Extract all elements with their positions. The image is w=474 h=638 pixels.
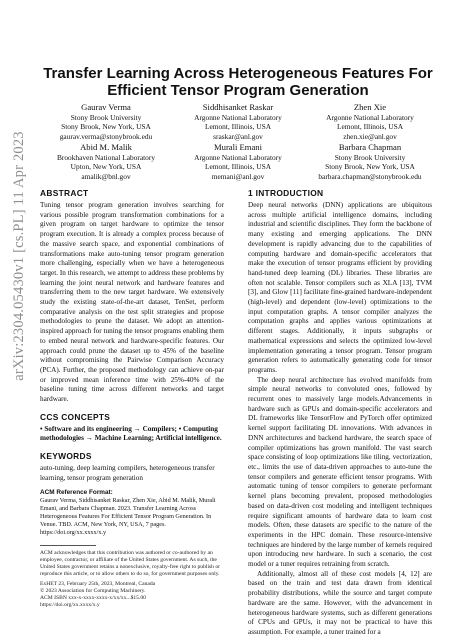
author-location: Stony Brook, New York, USA <box>61 122 151 132</box>
footnote-text: ACM acknowledges that this contribution was authored or co-authored by an employee, contractor, or affiliate of the United States government. As such, the United States government retains a nonexclusive, royalty-free right to publish or reproduce this article, or to allow others to do so, for government purposes only. <box>40 550 221 578</box>
author-location: Lemont, Illinois, USA <box>336 122 404 132</box>
reference-format-text: Gaurav Verma, Siddhisanket Raskar, Zhen Xie, Abid M. Malik, Murali Emani, and Barbara Chapman. 2023. Transfer Learning Across Heterogeneous Features For Efficient Tensor Program Generation. In Venue. TBD. ACM, New York, NY, USA, 7 pages. https://doi.org/xx.xxxx/x.y <box>40 497 216 537</box>
author-affiliation: Stony Brook University <box>70 113 142 122</box>
keywords-heading: KEYWORDS <box>40 450 92 461</box>
author-affiliation: Brookhaven National Laboratory <box>56 153 156 162</box>
footnote-rule <box>40 545 96 546</box>
footnote-venue: ExHET 23, February 25th, 2023, Montreal, Canada <box>40 581 156 588</box>
paper-title: Transfer Learning Across Heterogeneous Features For Efficient Tensor Program Generation <box>43 65 433 99</box>
footnote-doi: https://doi.org/xx.xxxx/x.y <box>40 602 100 609</box>
author-card <box>40 102 172 141</box>
left-column <box>40 188 224 609</box>
author-affiliation: Argonne National Laboratory <box>326 113 414 122</box>
footnote-copyright: © 2023 Association for Computing Machinery. <box>40 588 146 595</box>
author-email: amalik@bnl.gov <box>81 171 131 181</box>
author-email: zhen.xie@anl.gov <box>343 131 397 141</box>
author-email: gaurav.verma@stonybrook.edu <box>59 131 153 141</box>
ccs-text: • Software and its engineering → Compilers; • Computing methodologies → Machine Learning; Artificial intelligence. <box>40 424 222 443</box>
reference-format-heading: ACM Reference Format: <box>40 489 113 497</box>
intro-paragraph: The deep neural architecture has evolved manifolds from simple neural networks to convoluted ones, followed by recurrent ones to massively large models.Advancements in hardware such as GPUs and domain-specific accelerators and DL frameworks like TensorFlow and PyTorch offer optimized kernel support facilitating DL innovations. With advances in DNN architectures and backend hardware, the search space of compiler optimizations has grown manifold. The vast search space consisting of loop optimizations like tiling, vectorization, etc., limits the use of data-driven approaches to auto-tune the tensor compilers and generate efficient tensor programs. With automatic tuning of tensor compilers to generate performant kernel plans becoming prevalent, proposed methodologies based on data-driven cost modeling and intelligent techniques require significant amounts of hardware data to learn cost models. Often, these datasets are specific to the nature of the experiments in the HPC domain. These resource-intensive techniques are hindered by the large number of kernels required upon introducing new hardware. In such a scenario, the cost model or a tuner requires retraining from scratch. <box>248 375 432 569</box>
author-card <box>304 142 436 181</box>
intro-paragraph: Additionally, almost all of these cost models [4, 12] are based on the train and test data drawn from identical probability distributions, while the source and target compute hardware are the same. However, with the advancement in heterogeneous hardware systems, such as different generations of CPUs and GPUs, it may not be practical to have this assumption. For example, a tuner trained for a <box>248 569 432 636</box>
author-email: memani@anl.gov <box>211 171 265 181</box>
introduction-heading: 1 INTRODUCTION <box>248 188 324 198</box>
abstract-text: Tuning tensor program generation involves searching for various possible program transformation combinations for a given program on target hardware to optimize the tensor program execution. It is already a complex process because of the massive search space, and exponential combinations of transformations make auto-tuning tensor program generation more challenging, especially when we have a heterogeneous target. In this research, we attempt to address these problems by learning the joint neural network and hardware features and transferring them to the new target hardware. We extensively study the existing state-of-the-art dataset, TenSet, perform comparative analysis on the test split strategies and propose methodologies to prune the dataset. We adopt an attention-inspired approach for tuning the tensor programs enabling them to embed neural network and hardware-specific features. Our approach could prune the dataset up to 45% of the baseline without compromising the Pairwise Comparison Accuracy (PCA). Further, the proposed methodology can achieve on-par or improved mean inference time with 25%-40% of the baseline tuning time across different networks and target hardware. <box>40 201 224 404</box>
author-affiliation: Stony Brook University <box>334 153 406 162</box>
author-card <box>172 102 304 141</box>
author-email: barbara.chapman@stonybrook.edu <box>318 171 422 181</box>
author-location: Upton, New York, USA <box>70 162 142 172</box>
author-email: sraskar@anl.gov <box>213 131 263 141</box>
author-card <box>40 142 172 181</box>
author-name: Murali Emani <box>214 142 262 152</box>
ccs-heading: CCS CONCEPTS <box>40 411 111 422</box>
intro-paragraph: Deep neural networks (DNN) applications are ubiquitous across multiple artificial intelligence domains, including industrial and scientific disciplines. They form the backbone of many existing and emerging applications. The DNN development is rapidly advancing due to the capabilities of computing hardware and domain-specific accelerators that make the execution of tensor programs efficient by providing hand-tuned deep learning (DL) libraries. These libraries are often not scalable. Tensor compilers such as XLA [13], TVM [3], and Glow [11] facilitate fine-grained hardware-independent (high-level) and dependent (low-level) optimizations to the input computation graphs. A tensor compiler analyzes the computation graphs and applies various optimizations at different stages. Additionally, it inputs subgraphs or mathematical expressions and selects the optimized low-level implementation generating a tensor program. Tensor program generation refers to automatically generating code for tensor programs. <box>248 201 432 374</box>
author-location: Lemont, Illinois, USA <box>204 162 272 172</box>
author-name: Gaurav Verma <box>81 102 131 112</box>
author-affiliation: Argonne National Laboratory <box>194 113 282 122</box>
footnote-isbn: ACM ISBN xxx-x-xxxx-xxxx-x/xx/xx...$15.00 <box>40 595 146 602</box>
author-name: Barbara Chapman <box>338 142 402 152</box>
author-card <box>304 102 436 141</box>
arxiv-stamp: arXiv:2304.05430v1 [cs.PL] 11 Apr 2023 <box>11 131 27 381</box>
right-column <box>248 188 432 638</box>
abstract-heading: ABSTRACT <box>40 188 89 198</box>
author-name: Zhen Xie <box>353 102 387 112</box>
author-card <box>172 142 304 181</box>
author-location: Stony Brook, New York, USA <box>325 162 415 172</box>
author-name: Siddhisanket Raskar <box>202 102 274 112</box>
keywords-text: auto-tuning, deep learning compilers, heterogeneous transfer learning, tensor program generation <box>40 463 215 482</box>
author-affiliation: Argonne National Laboratory <box>194 153 282 162</box>
author-location: Lemont, Illinois, USA <box>204 122 272 132</box>
author-name: Abid M. Malik <box>80 142 132 152</box>
